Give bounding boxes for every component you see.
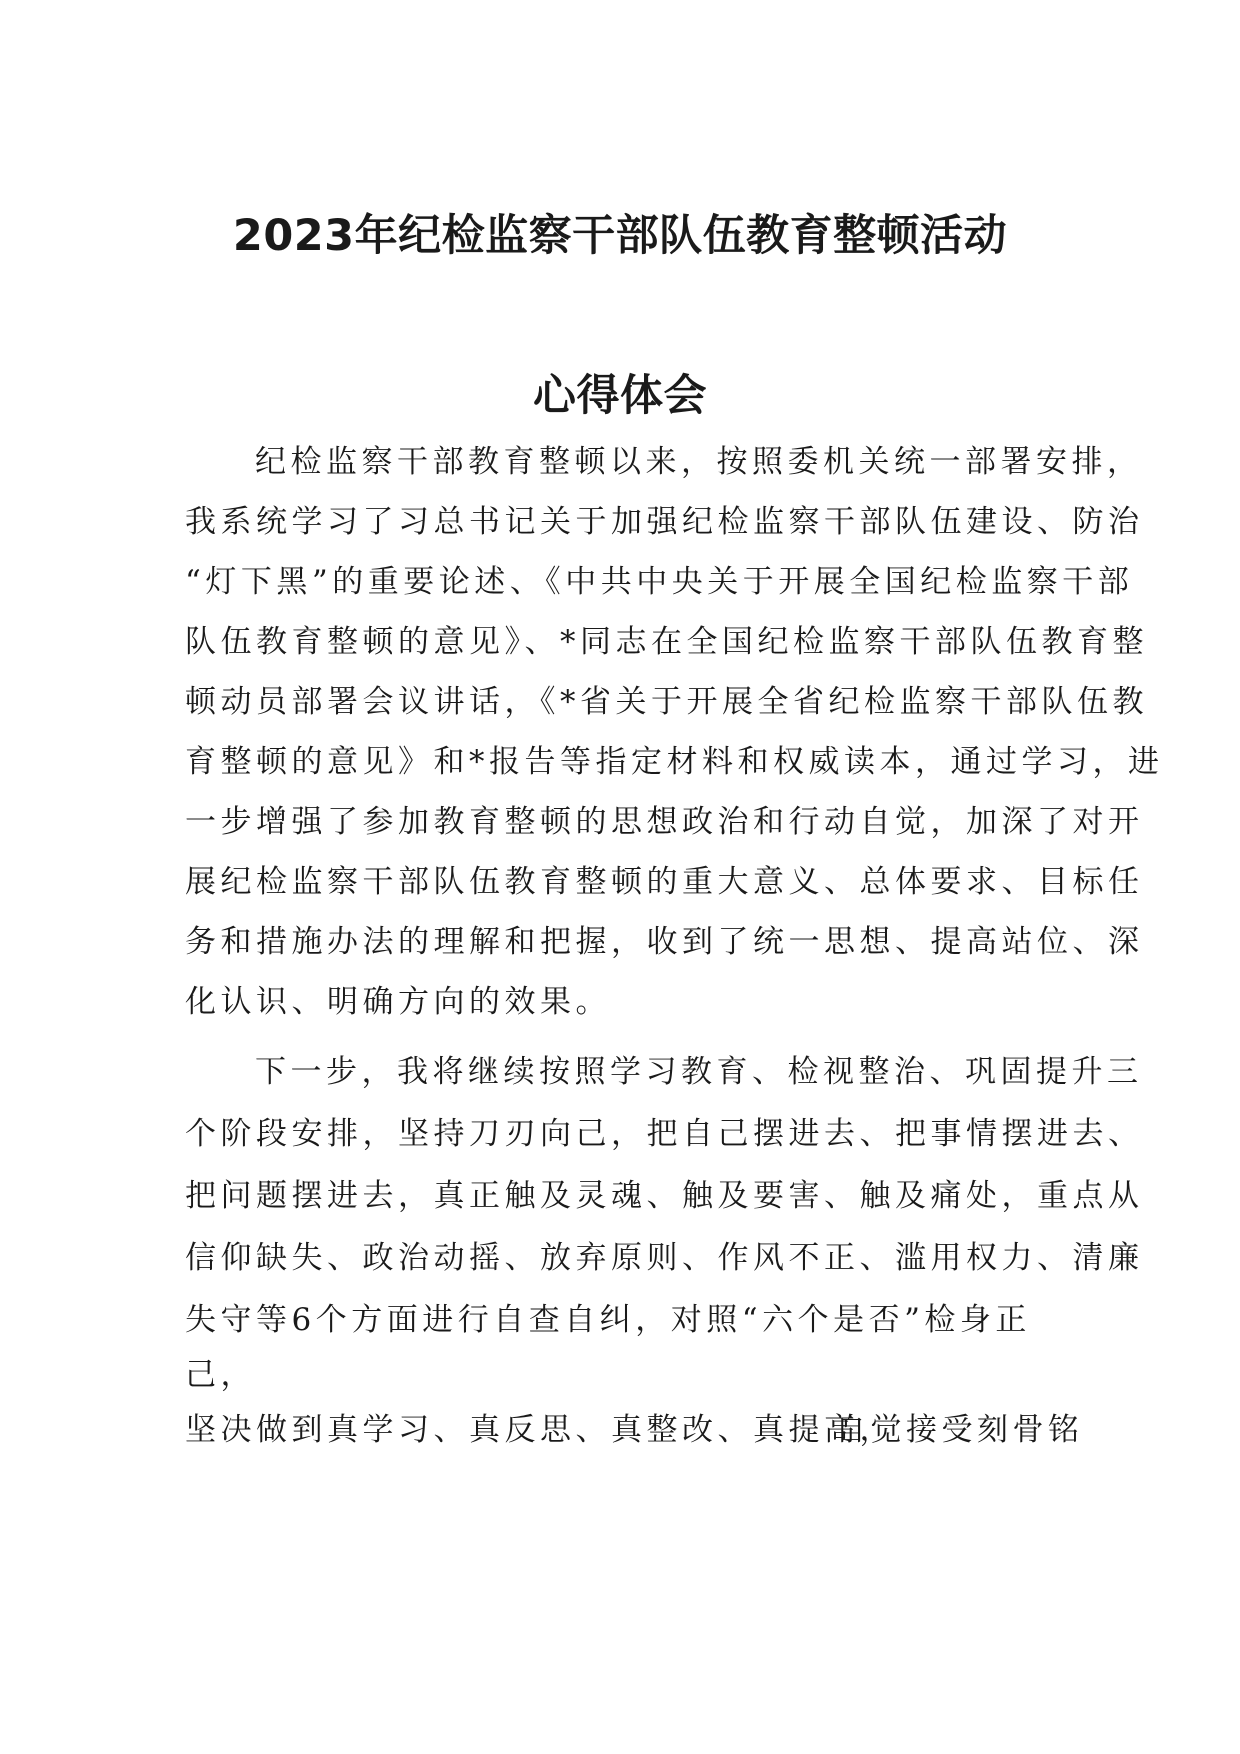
paragraph-1-line-2: 我系统学习了习总书记关于加强纪检监察干部队伍建设、防治 xyxy=(185,504,1144,540)
paragraph-2-line-5: 失守等6个方面进行自查自纠，对照“六个是否”检身正 xyxy=(185,1302,1031,1338)
document-title-line-1: 2023年纪检监察干部队伍教育整顿活动 xyxy=(232,211,1008,261)
paragraph-2-line-3: 把问题摆进去，真正触及灵魂、触及要害、触及痛处，重点从 xyxy=(185,1178,1144,1214)
paragraph-1-line-10: 化认识、明确方向的效果。 xyxy=(185,984,611,1020)
paragraph-1-line-4: 队伍教育整顿的意见》、*同志在全国纪检监察干部队伍教育整 xyxy=(185,624,1148,660)
paragraph-1-line-5: 顿动员部署会议讲话，《*省关于开展全省纪检监察干部队伍教 xyxy=(185,684,1148,720)
document-title-line-2: 心得体会 xyxy=(533,371,707,421)
paragraph-1-line-7: 一步增强了参加教育整顿的思想政治和行动自觉，加深了对开 xyxy=(185,804,1144,840)
paragraph-3-right-text: 自觉接受刻骨铭 xyxy=(835,1412,1084,1448)
paragraph-2-line-2: 个阶段安排，坚持刀刃向己，把自己摆进去、把事情摆进去、 xyxy=(185,1116,1144,1152)
paragraph-1-line-9: 务和措施办法的理解和把握，收到了统一思想、提高站位、深 xyxy=(185,924,1144,960)
paragraph-3-left-text: 坚决做到真学习、真反思、真整改、真提高， xyxy=(185,1412,895,1448)
paragraph-1-line-6: 育整顿的意见》和*报告等指定材料和权威读本，通过学习，进 xyxy=(185,744,1164,780)
paragraph-2-line-4: 信仰缺失、政治动摇、放弃原则、作风不正、滥用权力、清廉 xyxy=(185,1240,1144,1276)
paragraph-1-line-3: “灯下黑”的重要论述、《中共中央关于开展全国纪检监察干部 xyxy=(185,564,1134,600)
paragraph-2-line-1: 下一步，我将继续按照学习教育、检视整治、巩固提升三 xyxy=(255,1054,1143,1090)
paragraph-2-line-6: 己， xyxy=(185,1357,256,1393)
paragraph-1-line-8: 展纪检监察干部队伍教育整顿的重大意义、总体要求、目标任 xyxy=(185,864,1144,900)
paragraph-1-line-1: 纪检监察干部教育整顿以来，按照委机关统一部署安排， xyxy=(255,444,1143,480)
